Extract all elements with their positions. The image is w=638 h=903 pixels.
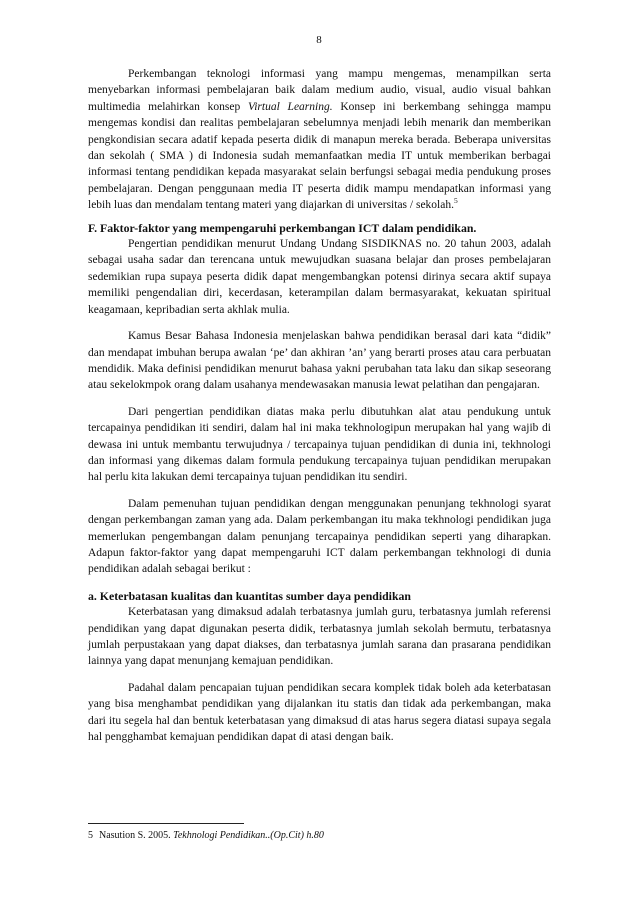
footnote-title: Tekhnologi Pendidikan..(Op.Cit) h.80 (173, 830, 324, 841)
paragraph-ict-factors: Dalam pemenuhan tujuan pendidikan dengan menggunakan penunjang tekhnologi syarat dengan perkembangan zaman yang ada. Dalam perkembangan itu maka tekhnologi pendidikan juga memerlukan pengembangan dalam penunjang tercapainya pendidikan seperti yang diharapkan. Adapun faktor-faktor yang dapat mempengaruhi ICT dalam perkembangan tekhnologi di dunia pendidikan adalah sebagai berikut : (88, 497, 551, 576)
document-body (88, 66, 551, 745)
footnote (88, 829, 551, 842)
footnote-mark: 5 (88, 830, 93, 841)
emphasis-virtual-learning: Virtual Learning. (248, 100, 333, 113)
paragraph-text: Perkembangan teknologi informasi yang mampu mengemas, menampilkan serta menyebarkan informasi pembelajaran baik dalam medium audio, visual, audio visual bahkan multimedia melahirkan konsep (88, 68, 551, 113)
footnote-reference: 5 (453, 196, 458, 206)
paragraph-text: Konsep ini berkembang sehingga mampu mengemas kondisi dan realitas pembelajaran sebelumnya menjadi lebih menarik dan memberikan pengkondisian secara adatif kepada peserta didik di manapun mereka berada. Beberapa universitas dan sekolah ( SMA ) di Indonesia sudah memanfaatkan media IT untuk memberikan berbagai informasi tentang pendidikan kepada masyarakat selain berfungsi sebagai media pendukung proses pembelajaran. Dengan penggunaan media IT peserta didik mampu mendapatkan informasi yang lebih luas dan mendalam tentang materi yang diajarkan di universitas / sekolah. (88, 100, 551, 212)
section-heading-f: F. Faktor-faktor yang mempengaruhi perkembangan ICT dalam pendidikan. (88, 220, 477, 235)
footnote-divider (88, 823, 244, 824)
paragraph-virtual-learning (88, 66, 551, 214)
paragraph-overcome-limitations: Padahal dalam pencapaian tujuan pendidikan secara komplek tidak boleh ada keterbatasan yang bisa menghambat pendidikan yang dijalankan itu statis dan tidak ada perkembangan, maka dari itu segela hal dan bentuk keterbatasan yang dimaksud di atas harus segera diatasi supaya segala hal pengghambat kemajuan pendidikan dapat di atasi dengan baik. (88, 681, 551, 744)
paragraph-kbbi: Kamus Besar Bahasa Indonesia menjelaskan bahwa pendidikan berasal dari kata “didik” dan mendapat imbuhan berupa awalan ‘pe’ dan akhiran ’an’ yang berarti proses atau cara perbuatan mendidik. Maka definisi pendidikan menurut bahasa yakni perubahan tata laku dan sikap seseorang atau sekelokmpok orang dalam usahanya mendewasakan manusia lewat pelatihan dan pengajaran. (88, 330, 551, 392)
footnote-text: Nasution S. 2005. (99, 830, 174, 841)
paragraph-definition-sisdiknas: Pengertian pendidikan menurut Undang Undang SISDIKNAS no. 20 tahun 2003, adalah sebagai usaha sadar dan terencana untuk mewujudkan suasana belajar dan proses pembelajaran sedemikian rupa supaya peserta didik dapat mengembangkan potensi dirinya secara aktif supaya memiliki pengendalian diri, kecerdasan, keterampilan dalam bermasyarakat, kekuatan spiritual keagamaan, kepribadian serta akhlak mulia. (88, 238, 551, 316)
page-number: 8 (316, 34, 322, 46)
subsection-heading-a: a. Keterbatasan kualitas dan kuantitas sumber daya pendidikan (88, 588, 411, 603)
paragraph-limitations: Keterbatasan yang dimaksud adalah terbatasnya jumlah guru, terbatasnya jumlah referensi pendidikan yang dapat digunakan peserta didik, terbatasnya jumlah sekolah bermutu, terbatasnya jumlah perpustakaan yang dapat diakses, dan terbatasnya jumlah sarana dan prasarana pendidikan lainnya yang dapat menunjang kemajuan pendidikan. (88, 606, 551, 668)
paragraph-technology-support: Dari pengertian pendidikan diatas maka perlu dibutuhkan alat atau pendukung untuk tercapainya pendidikan iti sendiri, dalam hal ini maka tekhnologipun merupakan hal yang wajib di dewasa ini untuk membantu terwujudnya / tercapainya tujuan pendidikan di dunia ini, tekhnologi dan informasi yang dikemas dalam formula pendukung tercapainya tujuan pendidikan merupakan hal perlu kita lakukan demi tercapainya tujuan pendidikan itu sendiri. (88, 405, 551, 484)
